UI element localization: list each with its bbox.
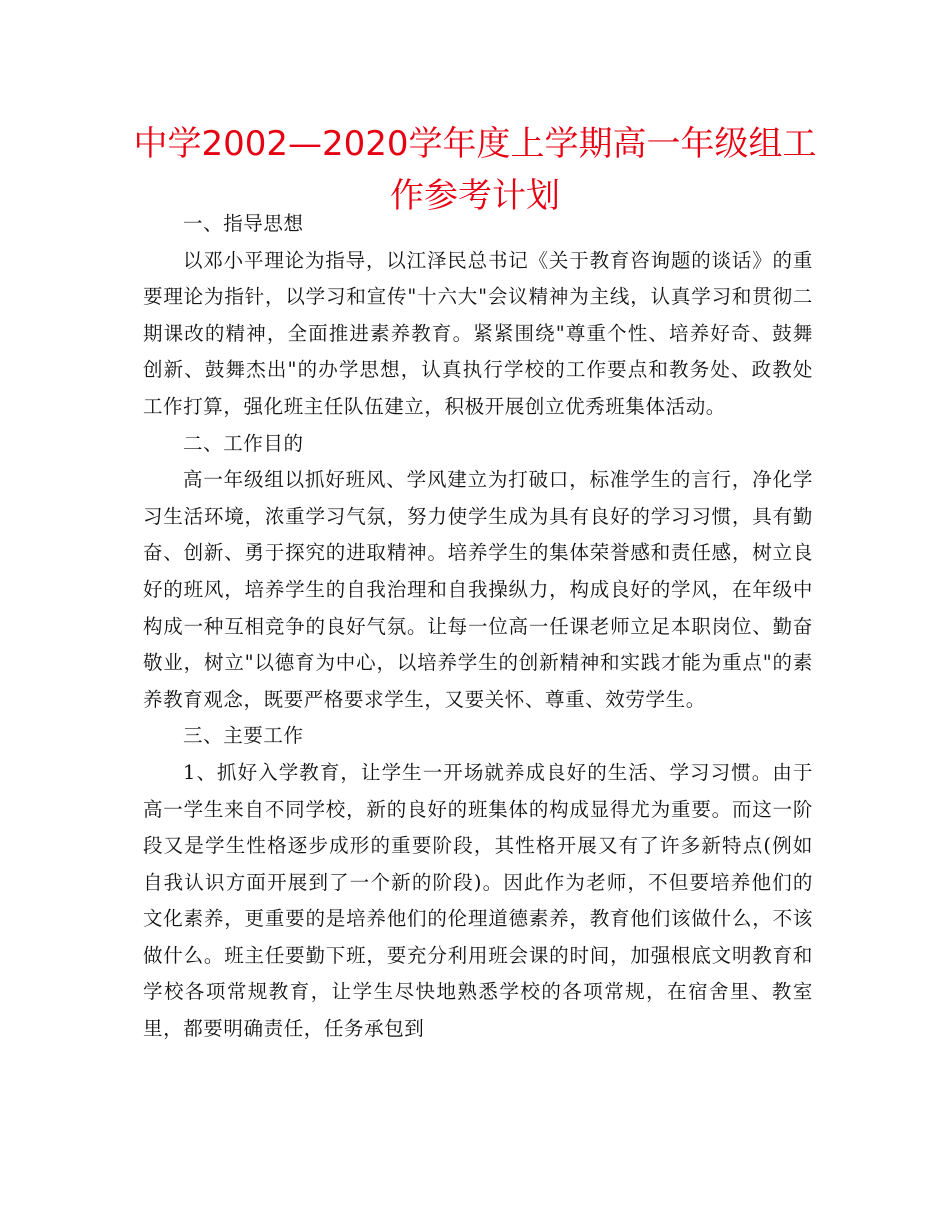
paragraph-work-goals: 高一年级组以抓好班风、学风建立为打破口，标准学生的言行，净化学习生活环境，浓重学习气氛，努力使学生成为具有良好的学习习惯，具有勤奋、创新、勇于探究的进取精神。培养学生的集体荣誉感和责任感，树立良好的班风，培养学生的自我治理和自我操纵力，构成良好的学风，在年级中构成一种互相竞争的良好气氛。让每一位高一任课老师立足本职岗位、勤奋敬业，树立"以德育为中心，以培养学生的创新精神和实践才能为重点"的素养教育观念，既要严格要求学生，又要关怀、尊重、效劳学生。 [143,468,813,711]
paragraph-guiding-thought: 以邓小平理论为指导，以江泽民总书记《关于教育咨询题的谈话》的重要理论为指针，以学习和宣传"十六大"会议精神为主线，认真学习和贯彻二期课改的精神，全面推进素养教育。紧紧围绕"尊重个性、培养好奇、鼓舞创新、鼓舞杰出"的办学思想，认真执行学校的工作要点和教务处、政教处工作打算，强化班主任队伍建立，积极开展创立优秀班集体活动。 [143,248,813,418]
document-title: 中学2002—2020学年度上学期高一年级组工作参考计划 [133,124,817,216]
section-heading-work-goals: 二、工作目的 [183,431,304,455]
section-heading-main-work: 三、主要工作 [183,724,304,748]
section-heading-guiding-thought: 一、指导思想 [183,212,304,235]
document-body [143,206,813,1048]
paragraph-main-work-1: 1、抓好入学教育，让学生一开场就养成良好的生活、学习习惯。由于高一学生来自不同学校，新的良好的班集体的构成显得尤为重要。而这一阶段又是学生性格逐步成形的重要阶段，其性格开展又有了许多新特点(例如自我认识方面开展到了一个新的阶段)。因此作为老师，不但要培养他们的文化素养，更重要的是培养他们的伦理道德素养，教育他们该做什么，不该做什么。班主任要勤下班，要充分利用班会课的时间，加强根底文明教育和学校各项常规教育，让学生尽快地熟悉学校的各项常规，在宿舍里、教室里，都要明确责任，任务承包到 [143,760,813,1041]
